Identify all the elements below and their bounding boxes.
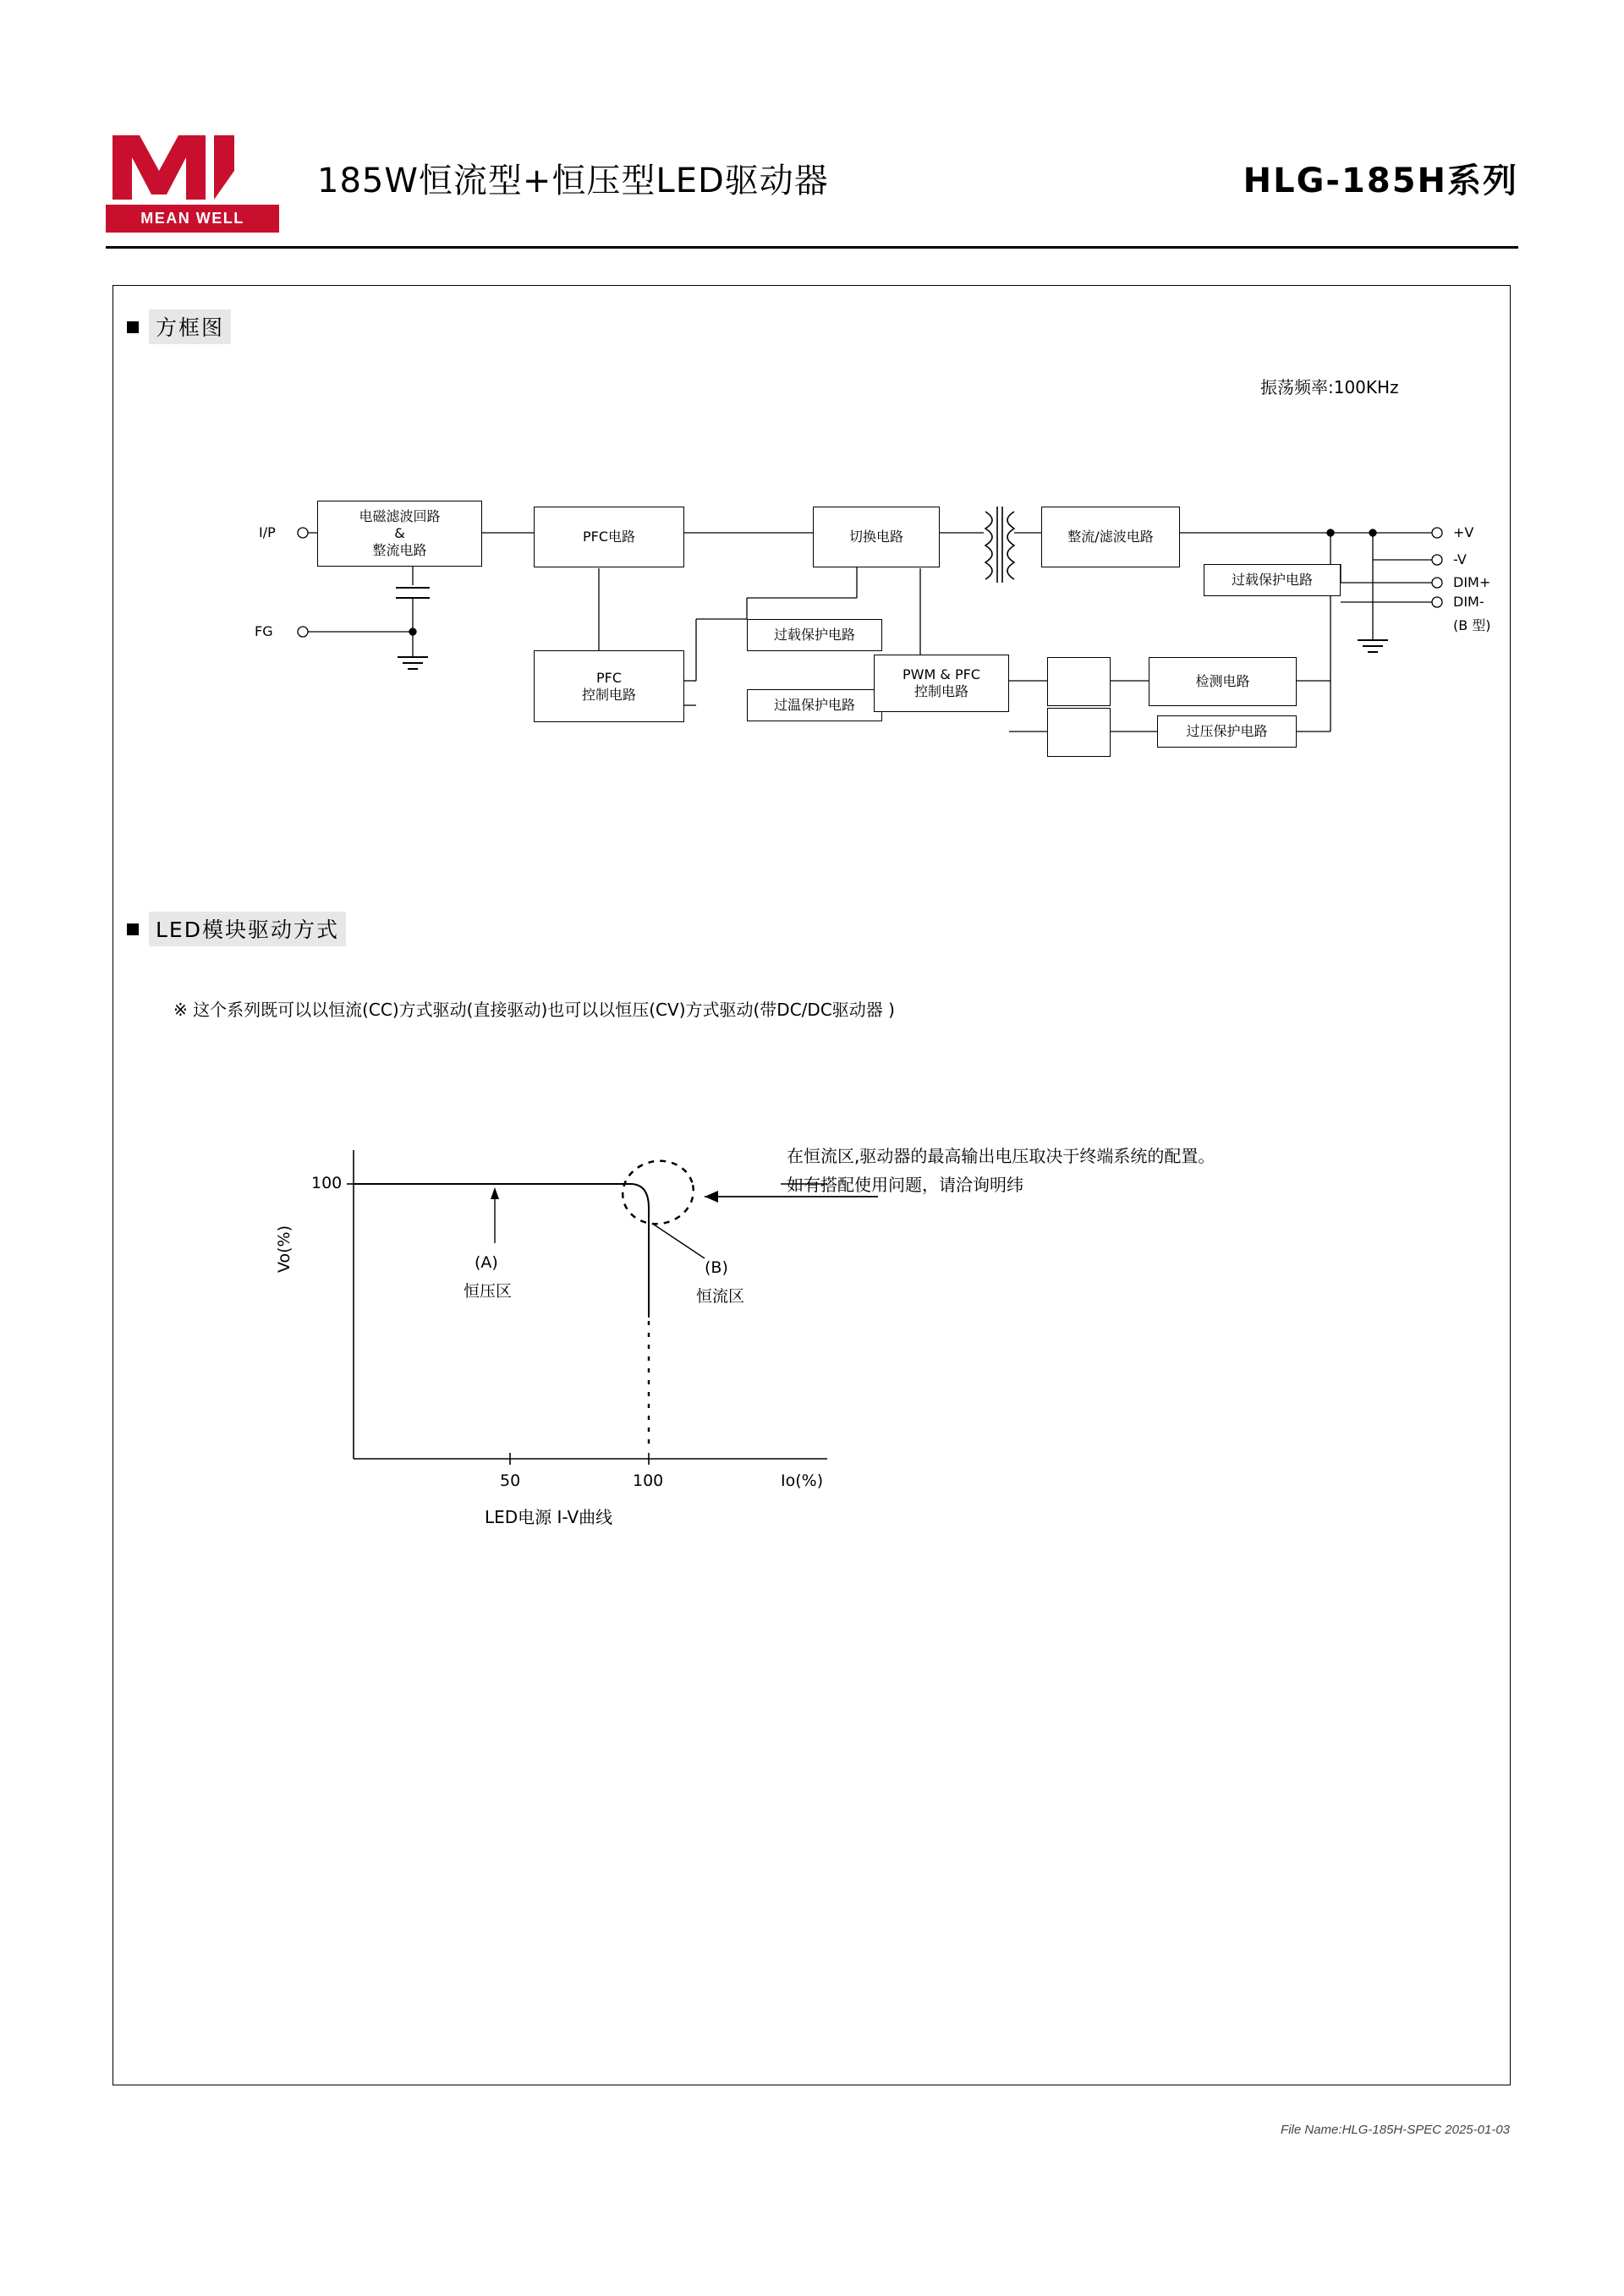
pfc-ctrl-line1: PFC — [595, 669, 623, 686]
annotation-a-label: (A) — [475, 1253, 498, 1272]
rectifier-label: 整流/滤波电路 — [1067, 529, 1154, 545]
block-optocoupler-1 — [1047, 657, 1111, 706]
square-bullet-icon — [127, 923, 139, 935]
ovl-protect2-label: 过载保护电路 — [1231, 572, 1313, 588]
pfc-ctrl-line2: 控制电路 — [581, 686, 636, 703]
section-label: 方框图 — [149, 310, 231, 344]
cc-region-note — [787, 1142, 1215, 1199]
x-axis-tick-100: 100 — [633, 1471, 664, 1490]
pin-dim-minus-label: DIM- — [1453, 594, 1484, 610]
emi-line2: & — [394, 525, 405, 541]
annotation-a-sub: 恒压区 — [464, 1282, 513, 1301]
pwm-pfc-line1: PWM & PFC — [903, 666, 980, 682]
block-pwm-pfc-control — [874, 655, 1009, 712]
file-name-footer: File Name:HLG-185H-SPEC 2025-01-03 — [1281, 2123, 1510, 2137]
block-pfc-control — [534, 650, 684, 722]
section-label: LED模块驱动方式 — [149, 912, 346, 946]
pwm-pfc-line2: 控制电路 — [914, 683, 968, 699]
block-emi-rectifier — [317, 501, 482, 567]
pin-vplus-label: +V — [1453, 524, 1474, 540]
y-axis-label — [275, 1225, 294, 1273]
block-overload-protection-secondary — [1204, 564, 1341, 596]
block-over-voltage-protection — [1157, 715, 1297, 748]
pin-btype-note: (B 型) — [1453, 617, 1491, 633]
mean-well-logo — [106, 127, 279, 233]
cc-cv-note: ※ 这个系列既可以以恒流(CC)方式驱动(直接驱动)也可以以恒压(CV)方式驱动(带DC/DC驱动器 ) — [173, 1000, 895, 1020]
block-overload-protection-primary — [747, 619, 882, 651]
chart-title: LED电源 I-V曲线 — [485, 1507, 613, 1527]
mw-mark-icon — [106, 127, 279, 205]
cc-region-note-line2: 如有搭配使用问题，请洽询明纬 — [787, 1175, 1023, 1195]
cc-region-note-line1: 在恒流区,驱动器的最高输出电压取决于终端系统的配置。 — [787, 1146, 1215, 1166]
block-detect-circuit — [1149, 657, 1297, 706]
pin-vminus-label: -V — [1453, 551, 1467, 567]
series-title: HLG-185H系列 — [1243, 162, 1518, 200]
pin-dim-plus-label: DIM+ — [1453, 574, 1491, 590]
pfc-label: PFC电路 — [582, 529, 636, 545]
y-axis-label-text: Vo(%) — [275, 1225, 294, 1273]
fg-terminal-label: FG — [255, 623, 273, 639]
oscillation-frequency-label: 振荡频率:100KHz — [1260, 377, 1399, 397]
block-switch-circuit — [813, 507, 940, 567]
emi-line1: 电磁滤波回路 — [359, 508, 441, 524]
section-heading-led-mode — [127, 912, 346, 946]
input-terminal-label: I/P — [259, 524, 276, 540]
otp-protect-label: 过温保护电路 — [773, 697, 855, 713]
block-rectifier-filter — [1041, 507, 1180, 567]
block-diagram — [112, 285, 1511, 877]
page-title: 185W恒流型+恒压型LED驱动器 — [317, 162, 829, 200]
block-over-temperature-protection — [747, 689, 882, 721]
annotation-b-sub: 恒流区 — [696, 1287, 745, 1306]
y-axis-tick-100: 100 — [311, 1174, 343, 1192]
page-header — [106, 127, 1518, 245]
brand-wordmark: MEAN WELL — [106, 205, 279, 233]
ovp-protect-label: 过压保护电路 — [1186, 723, 1268, 739]
switch-label: 切换电路 — [848, 529, 903, 545]
x-axis-label: Io(%) — [781, 1471, 824, 1490]
ovl-protect-label: 过载保护电路 — [773, 627, 855, 643]
emi-line3: 整流电路 — [372, 542, 427, 558]
annotation-b-label: (B) — [705, 1258, 728, 1277]
x-axis-tick-50: 50 — [500, 1471, 521, 1490]
detect-label: 检测电路 — [1195, 673, 1250, 689]
block-optocoupler-2 — [1047, 708, 1111, 757]
block-pfc-circuit — [534, 507, 684, 567]
header-divider — [106, 246, 1518, 249]
